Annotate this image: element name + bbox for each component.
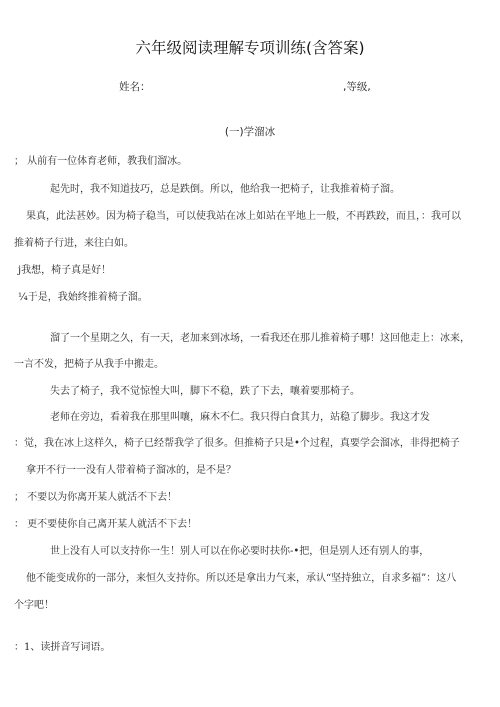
text-line: ： 更不要使你自己离开某人就活不下去！ (14, 519, 198, 530)
text-line: ¼于是，我始终推着椅子溜。 (18, 292, 148, 303)
text-line: 失去了椅子，我不觉惊惶大叫，脚下不稳，跌了下去，嚷着要那椅子。 (50, 386, 360, 397)
text-line: 老师在旁边，看着我在那里叫嚷，麻木不仁。我只得白食其力，站稳了脚步。我这才发 (50, 412, 430, 423)
text-line: 世上没有人可以支持你一生！别人可以在你必要时扶你-•把，但是别人还有别人的事， (50, 546, 430, 557)
text-line: ； 不要以为你离开某人就活不下去！ (14, 492, 178, 503)
text-line: 拿开不行一一没有人带着椅子溜冰的，是不是？ (26, 465, 236, 476)
text-line: 起先时，我不知道技巧，总是跌倒。所以，他给我一把椅子，让我推着椅子溜。 (50, 184, 400, 195)
text-line: 个字吧！ (14, 600, 54, 611)
text-line: ； 从前有一位体育老师，教我们溜冰。 (14, 156, 188, 167)
text-line: 推着椅子行进，来往白如。 (14, 238, 134, 249)
grade-label: ,等级, (343, 81, 371, 93)
text-line: j我想，椅子真是好！ (18, 265, 112, 276)
text-line: 溜了一个星期之久，有一天，老加来到冰场，一看我还在那儿推着椅子哪！这回他走上：冰来， (50, 333, 470, 344)
section-title: (一)学溜冰 (224, 126, 276, 138)
text-line: 一言不发，把椅子从我手中搬走。 (14, 359, 164, 370)
page-title: 六年级阅读理解专项训练(含答案) (135, 39, 365, 57)
text-line: 果真，此法甚妙。因为椅子稳当，可以使我站在冰上如站在平地上一般，不再跌跤，而且，：我可以 (26, 211, 461, 222)
name-label: 姓名： (119, 81, 151, 93)
text-line: 他不能变成你的一部分，来恒久支持你。所以还是拿出力气来，承认“坚持独立，自求多福”：这八 (26, 573, 457, 584)
text-line: ：1、读拼音写词语。 (14, 642, 111, 653)
text-line: ：觉，我在冰上这样久，椅子已经帮我学了很多。但推椅子只是•个过程，真要学会溜冰，非得把椅子 (14, 438, 460, 449)
